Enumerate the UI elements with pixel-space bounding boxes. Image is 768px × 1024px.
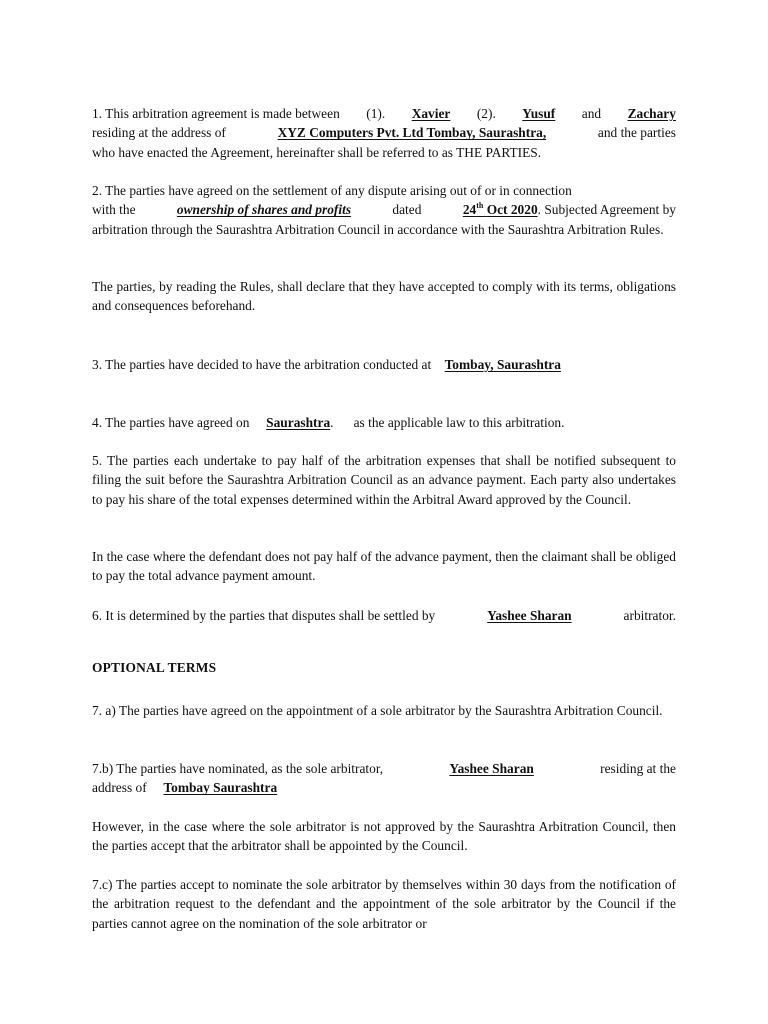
clause-1-line-3: who have enacted the Agreement, hereinafter shall be referred to as THE PARTIES. — [92, 144, 542, 160]
clause-4-suffix: as the applicable law to this arbitration. — [353, 415, 565, 430]
clause-6 — [92, 606, 676, 625]
clause-3-prefix: 3. The parties have decided to have the arbitration conducted at — [92, 357, 432, 372]
clause-6-prefix: 6. It is determined by the parties that disputes shall be settled by — [92, 608, 436, 623]
clause-7b — [92, 759, 676, 798]
after-date: . Subjected Agreement by — [537, 202, 676, 218]
clause-1 — [92, 104, 676, 162]
clause-2-line-1 — [92, 181, 676, 200]
clause-6-suffix: arbitrator. — [623, 608, 676, 623]
clause-5: 5. The parties each undertake to pay half of the arbitration expenses that shall be notified subsequent to filing the suit before the Saurashtra Arbitration Council as an advance payment. Each party also undertakes to pay his share of the total expenses determined within the Arbitral Award approved by the Council. — [92, 453, 676, 507]
dated-word: dated — [392, 202, 422, 218]
clause-4-dot: . — [330, 415, 334, 430]
party-2-name: Yusuf — [522, 106, 556, 121]
clause-7b-arbitrator: Yashee Sharan — [449, 761, 534, 776]
arbitrator-address: Tombay Saurashtra — [163, 780, 278, 796]
clause-2 — [92, 181, 676, 239]
party-3-name: Zachary — [627, 106, 676, 121]
clause-7b-address-prefix: address of — [92, 780, 147, 796]
dispute-subject: ownership of shares and profits — [176, 202, 352, 218]
defendant-case-paragraph: In the case where the defendant does not pay half of the advance payment, then the claimant shall be obliged to pay the total advance payment amount. — [92, 549, 676, 584]
party-2-number: (2). — [476, 106, 496, 121]
clause-2-line-2 — [92, 200, 676, 219]
clause-7a: 7. a) The parties have agreed on the appointment of a sole arbitrator by the Saurashtra Arbitration Council. — [92, 703, 663, 718]
clause-2-rest: arbitration through the Saurashtra Arbitration Council in accordance with the Saurashtra Arbitration Rules. — [92, 221, 664, 237]
clause-1-prefix: 1. This arbitration agreement is made between — [92, 106, 340, 121]
date-day: 24 — [462, 202, 477, 218]
clause-7c: 7.c) The parties accept to nominate the sole arbitrator by themselves within 30 days from the notification of the arbitration request to the defendant and the appointment of the sole arbitrator by the Council if the parties cannot agree on the nomination of the sole arbitrator or — [92, 877, 676, 931]
clause-7b-line-1 — [92, 759, 676, 778]
and-word: and — [581, 106, 602, 121]
date-rest: Oct 2020 — [486, 202, 538, 218]
clause-4-prefix: 4. The parties have agreed on — [92, 415, 250, 430]
arbitration-place: Tombay, Saurashtra — [444, 357, 561, 372]
clause-3 — [92, 355, 676, 374]
parties-address: XYZ Computers Pvt. Ltd Tombay, Saurashtra, — [277, 125, 547, 141]
declaration-paragraph: The parties, by reading the Rules, shall declare that they have accepted to comply with its terms, obligations and consequences beforehand. — [92, 279, 676, 314]
clause-1-line-2 — [92, 123, 676, 142]
clause-7b-prefix: 7.b) The parties have nominated, as the sole arbitrator, — [92, 761, 384, 776]
clause-6-line — [92, 606, 676, 625]
agreement-date — [463, 200, 676, 219]
address-prefix: residing at the address of — [92, 125, 226, 141]
party-1-name: Xavier — [411, 106, 451, 121]
clause-4 — [92, 413, 676, 432]
applicable-law: Saurashtra — [266, 415, 331, 430]
address-suffix: and the parties — [597, 125, 676, 141]
clause-6-arbitrator: Yashee Sharan — [487, 608, 572, 623]
clause-7b-residing: residing at the — [600, 761, 676, 776]
party-1-number: (1). — [366, 106, 386, 121]
clause-2-line-1-text: 2. The parties have agreed on the settlement of any dispute arising out of or in connection — [92, 183, 572, 198]
date-suffix: th — [476, 201, 484, 211]
with-the: with the — [92, 202, 136, 218]
clause-7b-line-2 — [92, 778, 676, 797]
clause-1-line-1 — [92, 104, 676, 123]
optional-terms-heading: OPTIONAL TERMS — [92, 660, 217, 675]
not-approved-paragraph: However, in the case where the sole arbitrator is not approved by the Saurashtra Arbitration Council, then the parties accept that the arbitrator shall be appointed by the Council. — [92, 819, 676, 854]
